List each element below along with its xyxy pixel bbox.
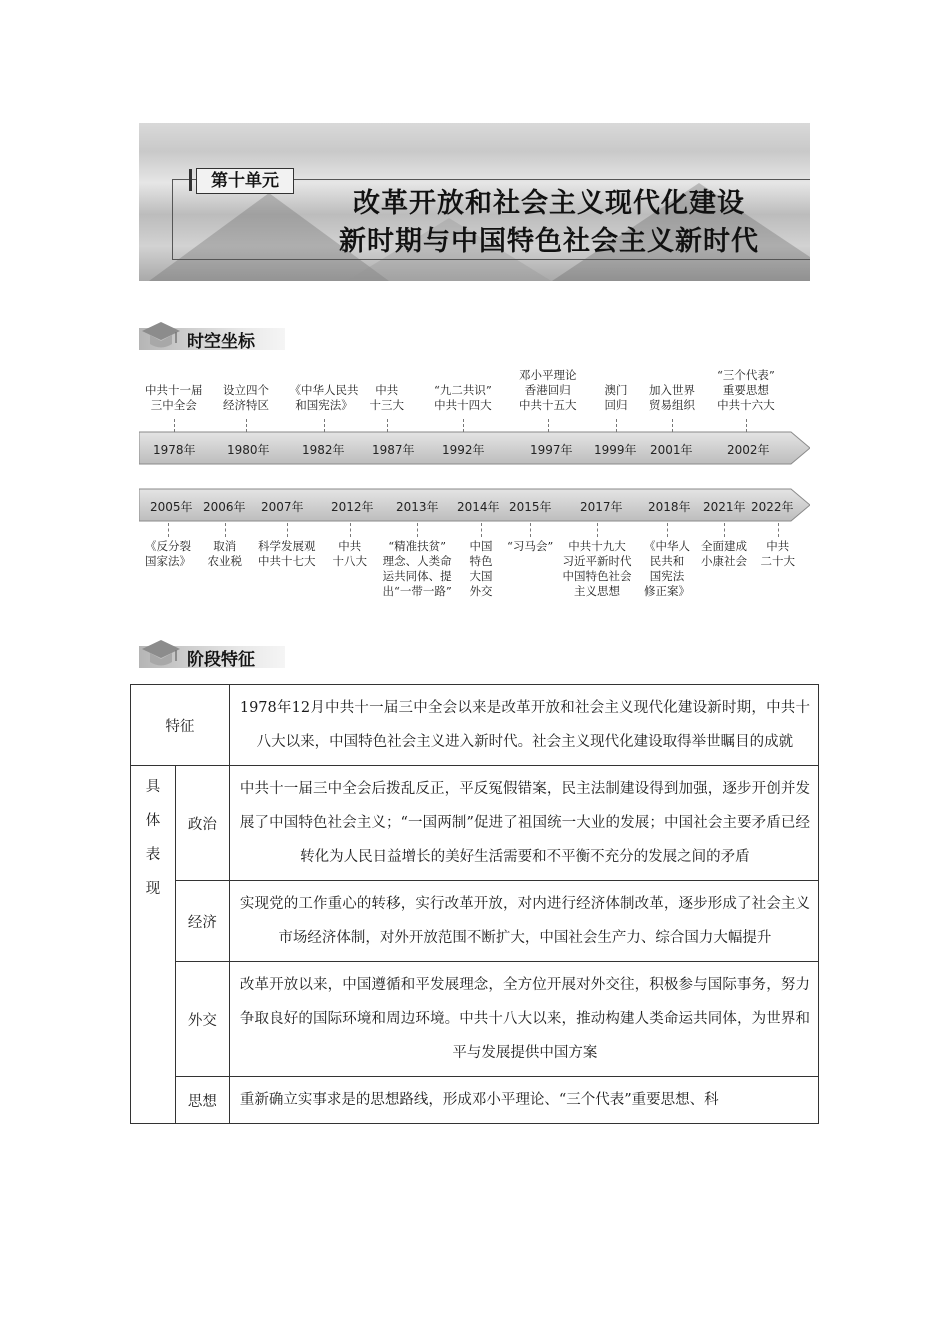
timeline-year: 1999年 (594, 443, 637, 457)
timeline-tick (324, 419, 325, 432)
timeline-event (605, 383, 628, 413)
stage-features-table (130, 684, 819, 1124)
timeline-event (717, 368, 775, 413)
event-line: 农业税 (207, 554, 242, 568)
event-line: 运共同体、提 (382, 569, 452, 583)
event-line: 设立四个 (223, 383, 269, 397)
timeline-event (290, 383, 359, 413)
group-label-char: 具 (145, 779, 161, 795)
group-label-char: 现 (145, 881, 161, 897)
unit-banner (139, 123, 810, 281)
timeline-event (644, 539, 690, 599)
timeline-year: 1978年 (153, 443, 196, 457)
timeline-event (370, 383, 405, 413)
feature-label: 特征 (131, 685, 230, 766)
group-label-char: 体 (145, 813, 161, 829)
event-line: 香港回归 (524, 383, 571, 397)
event-line: 回归 (604, 398, 628, 412)
timeline-tick (746, 419, 747, 432)
timeline-year: 2022年 (751, 500, 794, 514)
timeline-year: 2013年 (396, 500, 439, 514)
unit-label: 第十单元 (196, 168, 294, 194)
row-label-politics: 政治 (175, 766, 229, 881)
event-line: 中国特色社会 (562, 569, 632, 583)
timeline-tick (530, 523, 531, 537)
event-line: 中共 (338, 539, 362, 553)
timeline-year: 2017年 (580, 500, 623, 514)
event-line: 邓小平理论 (519, 368, 577, 382)
table-row (131, 766, 819, 881)
event-line: 澳门 (604, 383, 628, 397)
unit-title-line2: 新时期与中国特色社会主义新时代 (339, 226, 759, 257)
event-line: 习近平新时代 (562, 554, 632, 568)
group-label-char: 表 (145, 847, 161, 863)
timeline-year: 2006年 (203, 500, 246, 514)
timeline-year: 1997年 (530, 443, 573, 457)
event-line: 中共十一届 (145, 383, 203, 397)
event-line: 中国 (469, 539, 493, 553)
event-line: 特色 (469, 554, 493, 568)
event-line: “精准扶贫” (388, 539, 447, 553)
section-header-timeline (139, 318, 285, 352)
timeline-year: 1982年 (302, 443, 345, 457)
event-line: 取消 (213, 539, 237, 553)
timeline-event (145, 539, 191, 569)
event-line: 修正案》 (644, 584, 690, 598)
timeline-tick (417, 523, 418, 537)
event-line: 主义思想 (574, 584, 620, 598)
table-row (131, 881, 819, 962)
timeline-event (223, 383, 269, 413)
event-line: 中共十六大 (717, 398, 775, 412)
timeline-year: 2018年 (648, 500, 691, 514)
timeline-event (519, 368, 577, 413)
timeline-event (434, 383, 492, 413)
timeline-tick (168, 523, 169, 537)
timeline-event (333, 539, 368, 569)
section-title: 阶段特征 (187, 650, 255, 670)
event-line: 大国 (469, 569, 493, 583)
event-line: “九二共识” (434, 383, 492, 397)
row-text-politics: 中共十一届三中全会后拨乱反正，平反冤假错案，民主法制建设得到加强，逐步开创并发展了中国特色社会主义；“一国两制”促进了祖国统一大业的发展；中国社会主要矛盾已经转化为人民日益增长的美好生活需要和不平衡不充分的发展之间的矛盾 (229, 766, 818, 881)
event-line: 二十大 (760, 554, 795, 568)
section-header-features (139, 636, 285, 670)
event-line: 中共 (375, 383, 399, 397)
timeline-year: 2012年 (331, 500, 374, 514)
timeline-event (649, 383, 695, 413)
event-line: 重要思想 (722, 383, 769, 397)
event-line: 理念、人类命 (382, 554, 452, 568)
timeline-tick (463, 419, 464, 432)
row-text-thought: 重新确立实事求是的思想路线，形成邓小平理论、“三个代表”重要思想、科 (229, 1077, 818, 1124)
timeline-tick (672, 419, 673, 432)
timeline-event (383, 539, 452, 599)
event-line: 和国宪法》 (295, 398, 353, 412)
event-line: 科学发展观 (258, 539, 316, 553)
row-text-diplomacy: 改革开放以来，中国遵循和平发展理念，全方位开展对外交往，积极参与国际事务，努力争取良好的国际环境和周边环境。中共十八大以来，推动构建人类命运共同体，为世界和平与发展提供中国方案 (229, 962, 818, 1077)
timeline-tick (246, 419, 247, 432)
feature-text: 1978年12月中共十一届三中全会以来是改革开放和社会主义现代化建设新时期，中共十八大以来，中国特色社会主义进入新时代。社会主义现代化建设取得举世瞩目的成就 (229, 685, 818, 766)
unit-title-line1: 改革开放和社会主义现代化建设 (353, 188, 745, 219)
timeline-year: 2001年 (650, 443, 693, 457)
timeline-tick (350, 523, 351, 537)
banner-accent-bar (189, 169, 192, 191)
timeline-tick (667, 523, 668, 537)
event-line: 十八大 (332, 554, 367, 568)
timeline-year: 2015年 (509, 500, 552, 514)
timeline-event (507, 539, 553, 554)
event-line: 外交 (469, 584, 493, 598)
table-row (131, 962, 819, 1077)
row-label-thought: 思想 (175, 1077, 229, 1124)
timeline-event (701, 539, 747, 569)
timeline-year: 2005年 (150, 500, 193, 514)
event-line: 中共十九大 (568, 539, 626, 553)
event-line: 中共十四大 (434, 398, 492, 412)
event-line: 民共和 (649, 554, 685, 568)
timeline-tick (225, 523, 226, 537)
event-line: 出“一带一路” (382, 584, 452, 598)
event-line: 中共十七大 (258, 554, 316, 568)
event-line: 经济特区 (223, 398, 269, 412)
event-line: “三个代表” (717, 368, 775, 382)
event-line: 小康社会 (701, 554, 747, 568)
graduation-cap-icon (141, 636, 181, 670)
timeline-year: 1987年 (372, 443, 415, 457)
event-line: 中共十五大 (519, 398, 577, 412)
timeline-tick (174, 419, 175, 432)
event-line: 国宪法 (649, 569, 685, 583)
timeline-tick (287, 523, 288, 537)
timeline-event (258, 539, 316, 569)
event-line: 《中华人民共 (289, 383, 359, 397)
timeline-tick (724, 523, 725, 537)
event-line: 国家法》 (145, 554, 191, 568)
timeline-year: 2014年 (457, 500, 500, 514)
timeline-year: 2007年 (261, 500, 304, 514)
timeline-tick (778, 523, 779, 537)
event-line: 《反分裂 (145, 539, 191, 553)
group-label (131, 766, 176, 1124)
timeline-tick (387, 419, 388, 432)
row-text-economy: 实现党的工作重心的转移，实行改革开放，对内进行经济体制改革，逐步形成了社会主义市场经济体制，对外开放范围不断扩大，中国社会生产力、综合国力大幅提升 (229, 881, 818, 962)
row-label-economy: 经济 (175, 881, 229, 962)
timeline-event (145, 383, 203, 413)
timeline-tick (616, 419, 617, 432)
event-line: 《中华人 (644, 539, 690, 553)
timeline-event (563, 539, 632, 599)
timeline-tick (597, 523, 598, 537)
timeline-tick (481, 523, 482, 537)
timeline-event (761, 539, 796, 569)
timeline-year: 1980年 (227, 443, 270, 457)
table-row (131, 1077, 819, 1124)
banner-frame-line (172, 259, 810, 260)
timeline-year: 2002年 (727, 443, 770, 457)
event-line: 中共 (766, 539, 790, 553)
section-title: 时空坐标 (187, 332, 255, 352)
timeline-year: 2021年 (703, 500, 746, 514)
timeline-tick (548, 419, 549, 432)
timeline-event (470, 539, 493, 599)
event-line: 加入世界 (649, 383, 695, 397)
graduation-cap-icon (141, 318, 181, 352)
row-label-diplomacy: 外交 (175, 962, 229, 1077)
timeline-event (208, 539, 243, 569)
event-line: 三中全会 (150, 398, 197, 412)
event-line: 全面建成 (701, 539, 747, 553)
event-line: “习马会” (507, 539, 554, 553)
event-line: 贸易组织 (649, 398, 695, 412)
table-row (131, 685, 819, 766)
timeline-year: 1992年 (442, 443, 485, 457)
banner-frame-line (172, 179, 173, 259)
event-line: 十三大 (369, 398, 404, 412)
